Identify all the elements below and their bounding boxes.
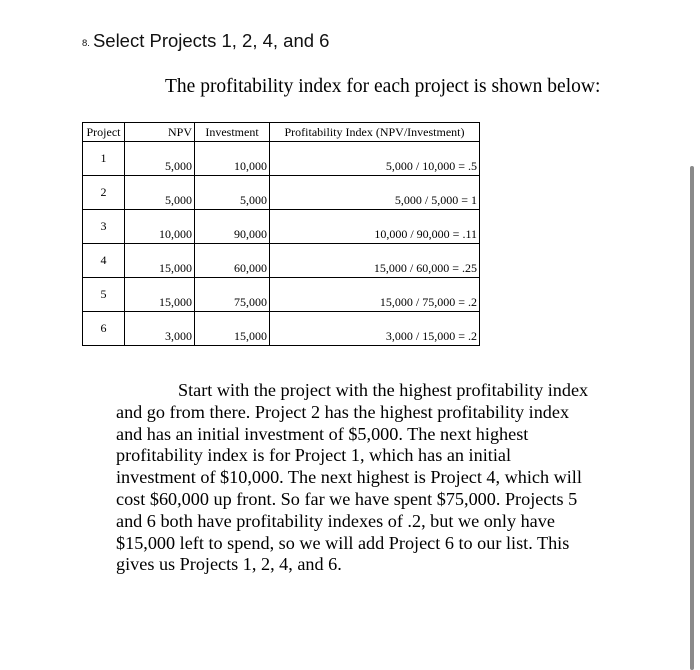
- explanation-line: gives us Projects 1, 2, 4, and 6.: [116, 554, 342, 575]
- cell-pi: 10,000 / 90,000 = .11: [270, 210, 480, 244]
- cell-investment: 90,000: [195, 210, 270, 244]
- header-npv: NPV: [125, 123, 195, 142]
- explanation-line: $15,000 left to spend, so we will add Project 6 to our list. This: [116, 532, 570, 553]
- cell-pi: 5,000 / 10,000 = .5: [270, 142, 480, 176]
- profitability-table: [82, 122, 480, 346]
- question-heading: [82, 30, 329, 52]
- explanation-line: and go from there. Project 2 has the highest profitability index: [116, 401, 570, 422]
- cell-investment: 5,000: [195, 176, 270, 210]
- cell-pi: 15,000 / 75,000 = .2: [270, 278, 480, 312]
- explanation-line: Start with the project with the highest profitability index: [178, 380, 589, 400]
- cell-npv: 5,000: [125, 176, 195, 210]
- explanation-line: profitability index is for Project 1, which has an initial: [116, 445, 511, 466]
- header-project: Project: [83, 123, 125, 142]
- cell-npv: 15,000: [125, 278, 195, 312]
- cell-npv: 5,000: [125, 142, 195, 176]
- header-profitability-index: Profitability Index (NPV/Investment): [270, 123, 480, 142]
- cell-pi: 5,000 / 5,000 = 1: [270, 176, 480, 210]
- cell-npv: 10,000: [125, 210, 195, 244]
- header-investment: Investment: [195, 123, 270, 142]
- cell-investment: 15,000: [195, 312, 270, 346]
- cell-project: 1: [83, 142, 125, 176]
- question-title: Select Projects 1, 2, 4, and 6: [92, 30, 330, 51]
- cell-pi: 3,000 / 15,000 = .2: [270, 312, 480, 346]
- table-row: [83, 244, 480, 278]
- cell-npv: 15,000: [125, 244, 195, 278]
- cell-investment: 60,000: [195, 244, 270, 278]
- cell-project: 2: [83, 176, 125, 210]
- cell-project: 3: [83, 210, 125, 244]
- table-row: [83, 142, 480, 176]
- cell-pi: 15,000 / 60,000 = .25: [270, 244, 480, 278]
- question-number: 8.: [82, 38, 90, 49]
- cell-project: 4: [83, 244, 125, 278]
- cell-npv: 3,000: [125, 312, 195, 346]
- cell-investment: 10,000: [195, 142, 270, 176]
- explanation-line: cost $60,000 up front. So far we have spent $75,000. Projects 5: [116, 488, 578, 509]
- table-header-row: [83, 123, 480, 142]
- cell-investment: 75,000: [195, 278, 270, 312]
- intro-text: The profitability index for each project is shown below:: [165, 76, 601, 97]
- explanation-line: and 6 both have profitability indexes of .2, but we only have: [116, 510, 555, 531]
- table-row: [83, 176, 480, 210]
- explanation-line: and has an initial investment of $5,000. The next highest: [116, 423, 529, 444]
- table-row: [83, 312, 480, 346]
- explanation-line: investment of $10,000. The next highest is Project 4, which will: [116, 467, 582, 488]
- vertical-scrollbar[interactable]: [690, 166, 694, 670]
- table-row: [83, 278, 480, 312]
- cell-project: 6: [83, 312, 125, 346]
- cell-project: 5: [83, 278, 125, 312]
- explanation-paragraph: [116, 380, 626, 576]
- table-row: [83, 210, 480, 244]
